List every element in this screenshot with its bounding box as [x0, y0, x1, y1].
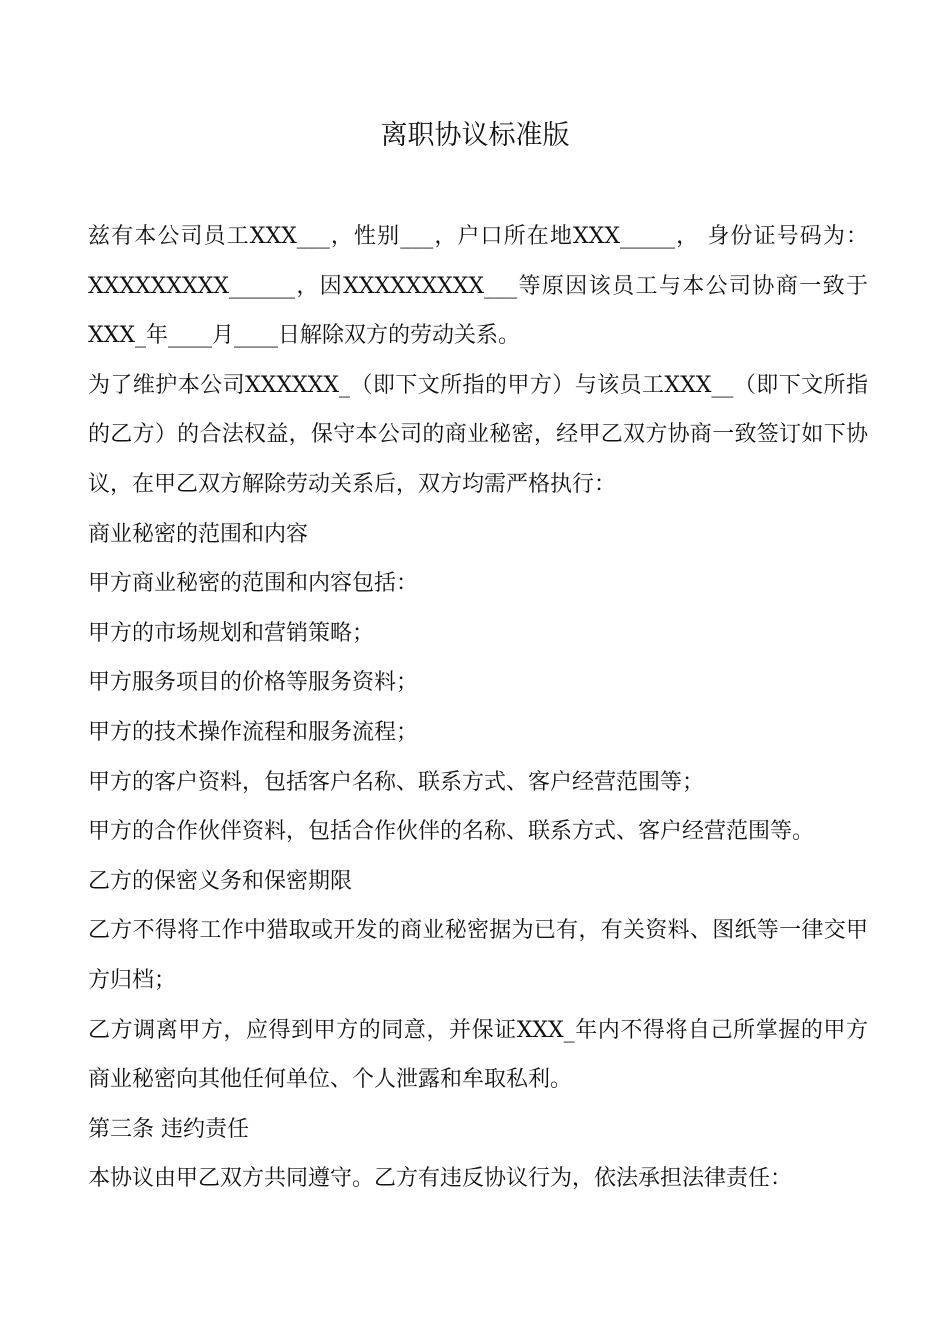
paragraph-liability: 本协议由甲乙双方共同遵守。乙方有违反协议行为，依法承担法律责任： — [88, 1166, 793, 1192]
section-heading-confidentiality: 乙方的保密义务和保密期限 — [88, 868, 353, 894]
paragraph-employee-info: 兹有本公司员工XXX___，性别___，户口所在地XXX_____， 身份证号码为：XXXXXXXXX______，因XXXXXXXXX___等原因该员工与本公司协商一致于XXX_年____月____日解除双方的劳动关系。 — [88, 224, 868, 349]
section-heading-trade-secret-scope: 商业秘密的范围和内容 — [88, 521, 309, 547]
section-heading-liability: 第三条 违约责任 — [88, 1116, 249, 1142]
paragraph-trade-secret-intro: 甲方商业秘密的范围和内容包括： — [88, 571, 419, 597]
document-title: 离职协议标准版 — [380, 120, 570, 151]
list-item-pricing: 甲方服务项目的价格等服务资料； — [88, 670, 419, 696]
list-item-customers: 甲方的客户资料，包括客户名称、联系方式、客户经营范围等； — [88, 769, 705, 795]
paragraph-agreement-purpose: 为了维护本公司XXXXXX_（即下文所指的甲方）与该员工XXX__（即下文所指的乙方）的合法权益，保守本公司的商业秘密，经甲乙双方协商一致签订如下协议，在甲乙双方解除劳动关系后，双方均需严格执行： — [88, 372, 868, 497]
document-body — [88, 212, 868, 1204]
list-item-marketing: 甲方的市场规划和营销策略； — [88, 620, 375, 646]
paragraph-confidentiality-duty: 乙方不得将工作中猎取或开发的商业秘密据为已有，有关资料、图纸等一律交甲方归档； — [88, 918, 868, 993]
list-item-partners: 甲方的合作伙伴资料，包括合作伙伴的名称、联系方式、客户经营范围等。 — [88, 819, 815, 845]
paragraph-confidentiality-term: 乙方调离甲方，应得到甲方的同意，并保证XXX_年内不得将自己所掌握的甲方商业秘密向其他任何单位、个人泄露和牟取私利。 — [88, 1017, 868, 1093]
list-item-process: 甲方的技术操作流程和服务流程； — [88, 719, 419, 745]
